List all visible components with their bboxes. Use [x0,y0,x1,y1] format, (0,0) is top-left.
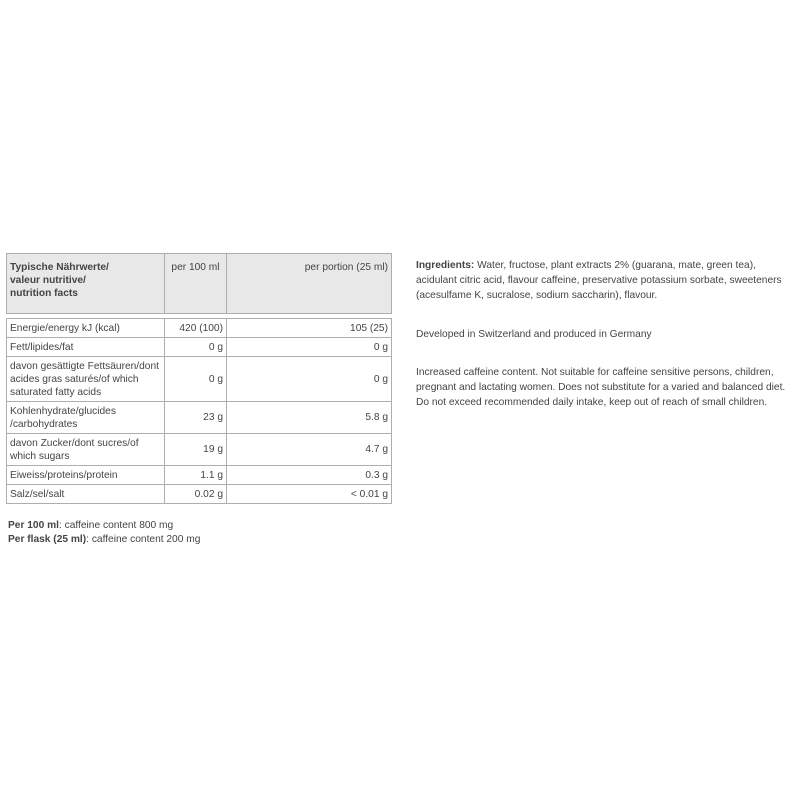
ingredients-paragraph [416,258,791,303]
caffeine-note-per-100ml [8,519,200,533]
product-info [416,258,791,410]
row-label: Salz/sel/salt [7,485,165,504]
row-per-portion: < 0.01 g [227,485,392,504]
row-per-100ml: 0.02 g [165,485,227,504]
table-row [7,466,392,485]
row-label: Eiweiss/proteins/protein [7,466,165,485]
table-row [7,434,392,466]
header-label-line2: valeur nutritive/ [10,275,86,286]
row-label: Kohlenhydrate/glucides /carbohydrates [7,402,165,434]
caffeine-note-per-flask [8,533,200,547]
row-per-100ml: 0 g [165,357,227,402]
row-per-portion: 4.7 g [227,434,392,466]
row-label: Energie/energy kJ (kcal) [7,319,165,338]
row-per-portion: 0 g [227,338,392,357]
row-label: Fett/lipides/fat [7,338,165,357]
caffeine-notes [8,519,200,547]
ingredients-text: Water, fructose, plant extracts 2% (guarana, mate, green tea), acidulant citric acid, flavour caffeine, preservative potassium sorbate, sweeteners (acesulfame K, sucralose, sodium saccharin), flavour. [416,260,782,301]
header-per-100ml: per 100 ml [165,254,227,314]
note-text: : caffeine content 200 mg [86,534,201,545]
warning-paragraph: Increased caffeine content. Not suitable for caffeine sensitive persons, children, pregnant and lactating women. Does not substitute for a varied and balanced diet. Do not exceed recommended daily intake, keep out of reach of small children. [416,367,786,408]
table-row [7,357,392,402]
row-per-100ml: 420 (100) [165,319,227,338]
note-bold-label: Per flask (25 ml) [8,534,87,545]
row-per-100ml: 1.1 g [165,466,227,485]
table-row [7,338,392,357]
row-per-portion: 0.3 g [227,466,392,485]
row-per-100ml: 23 g [165,402,227,434]
row-per-100ml: 19 g [165,434,227,466]
table-row [7,402,392,434]
header-per-portion: per portion (25 ml) [227,254,392,314]
header-nutrition-facts [7,254,165,314]
header-label-line3: nutrition facts [10,288,78,299]
nutrition-table [6,253,392,504]
row-label: davon gesättigte Fettsäuren/dont acides gras saturés/of which saturated fatty acids [7,357,165,402]
table-row [7,319,392,338]
origin-paragraph: Developed in Switzerland and produced in Germany [416,329,652,340]
row-per-100ml: 0 g [165,338,227,357]
row-label: davon Zucker/dont sucres/of which sugars [7,434,165,466]
nutrition-table-header [7,254,392,314]
note-text: : caffeine content 800 mg [58,520,174,531]
row-per-portion: 105 (25) [227,319,392,338]
row-per-portion: 0 g [227,357,392,402]
ingredients-label: Ingredients: [416,260,475,271]
note-bold-label: Per 100 ml [8,520,59,531]
header-label-line1: Typische Nährwerte/ [10,262,109,273]
table-row [7,485,392,504]
row-per-portion: 5.8 g [227,402,392,434]
